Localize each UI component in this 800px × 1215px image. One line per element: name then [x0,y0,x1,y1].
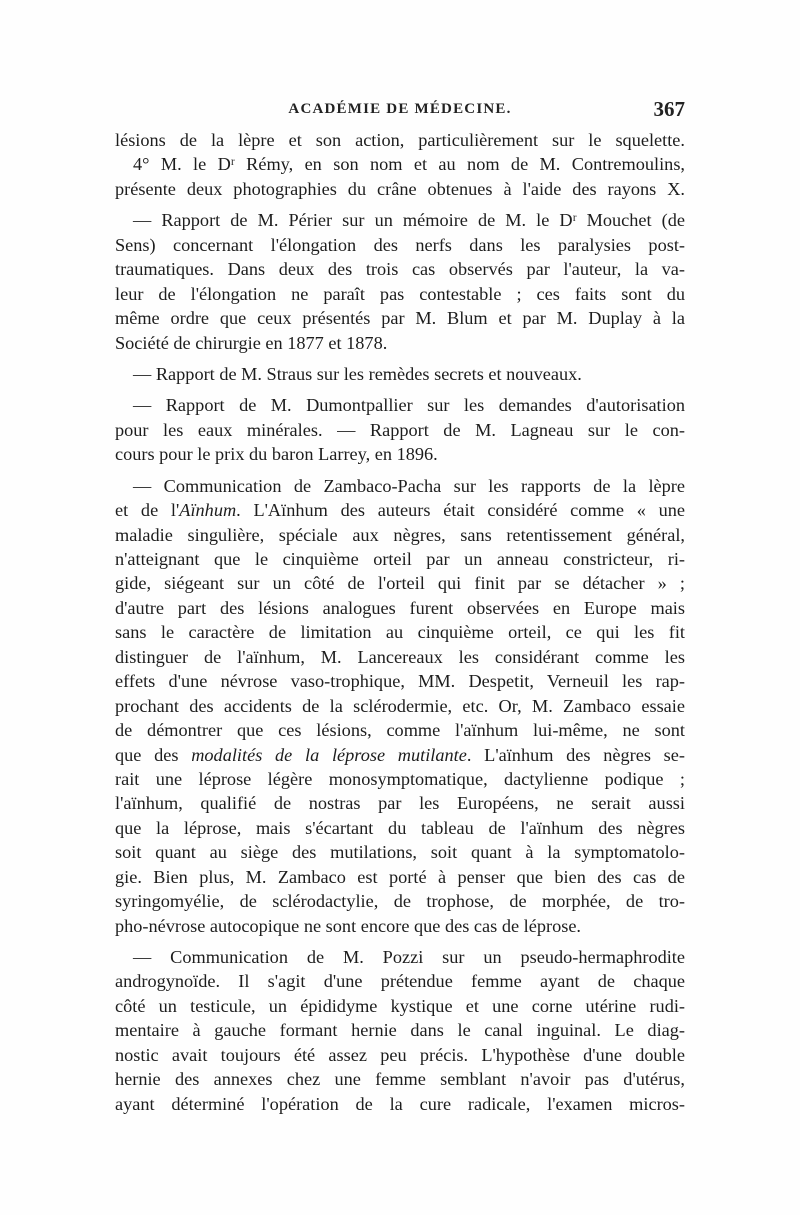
text-line: effets d'une névrose vaso-trophique, MM. Despetit, Verneuil les rap- [115,671,685,692]
text-line: — Rapport de M. Périer sur un mémoire de M. le Dʳ Mouchet (de [133,210,685,231]
text-line: traumatiques. Dans deux des trois cas observés par l'auteur, la va- [115,259,685,280]
paragraph [115,393,685,466]
paragraph [115,362,685,386]
text-line: que la léprose, mais s'écartant du tableau de l'aïnhum des nègres [115,817,685,838]
body-text [115,128,685,1116]
text-line: même ordre que ceux présentés par M. Blum et par M. Duplay à la [115,308,685,329]
text-line: l'aïnhum, qualifié de nostras par les Européens, ne serait aussi [115,793,685,814]
text-line: hernie des annexes chez une femme semblant n'avoir pas d'utérus, [115,1069,685,1090]
italic-term: modalités de la léprose mutilante [191,744,467,765]
running-head [115,97,685,127]
text-line: et de l'Aïnhum. L'Aïnhum des auteurs était considéré comme « une [115,500,685,521]
italic-term: Aïnhum [179,500,237,521]
text-line: gide, siégeant sur un côté de l'orteil qui finit par se détacher » ; [115,573,685,594]
text-line: — Communication de M. Pozzi sur un pseudo-hermaphrodite [133,947,685,967]
text-line: Société de chirurgie en 1877 et 1878. [115,332,388,353]
text-line: pour les eaux minérales. — Rapport de M. Lagneau sur le con- [115,419,685,440]
text-line: — Rapport de M. Straus sur les remèdes secrets et nouveaux. [133,363,582,384]
text-line: lésions de la lèpre et son action, particulièrement sur le squelette. [115,130,685,150]
text-line: syringomyélie, de sclérodactylie, de trophose, de morphée, de tro- [115,891,685,912]
text-line: de démontrer que ces lésions, comme l'aïnhum lui-même, ne sont [115,720,685,741]
text-line: distinguer de l'aïnhum, M. Lancereaux les considérant comme les [115,646,685,667]
running-title: ACADÉMIE DE MÉDECINE. [288,101,512,117]
text-line: Sens) concernant l'élongation des nerfs dans les paralysies post- [115,234,685,255]
text-line: côté un testicule, un épididyme kystique et une corne utérine rudi- [115,995,685,1016]
text-line: que des modalités de la léprose mutilante. L'aïnhum des nègres se- [115,744,686,765]
text-line: cours pour le prix du baron Larrey, en 1896. [115,444,438,465]
text-line: mentaire à gauche formant hernie dans le canal inguinal. Le diag- [115,1020,685,1041]
text-line: sans le caractère de limitation au cinquième orteil, ce qui les fit [115,622,685,643]
paragraph [115,208,685,355]
paragraph [115,474,685,938]
text-line: androgynoïde. Il s'agit d'une prétendue femme ayant de chaque [115,971,685,992]
paragraph [115,128,685,201]
text-line: nostic avait toujours été assez peu précis. L'hypothèse d'une double [115,1044,685,1065]
text-line: rait une léprose légère monosymptomatique, dactylienne podique ; [115,768,685,789]
page-number: 367 [653,97,685,121]
text-line: gie. Bien plus, M. Zambaco est porté à penser que bien des cas de [115,866,685,887]
text-line: 4° M. le Dʳ Rémy, en son nom et au nom de M. Contremoulins, [133,154,685,175]
text-line: — Rapport de M. Dumontpallier sur les demandes d'autorisation [133,395,685,416]
paragraph [115,945,685,1116]
text-line: prochant des accidents de la sclérodermie, etc. Or, M. Zambaco essaie [115,695,685,716]
text-line: n'atteignant que le cinquième orteil par un anneau constricteur, ri- [115,549,685,569]
text-line: ayant déterminé l'opération de la cure radicale, l'examen micros- [115,1093,685,1114]
text-line: soit quant au siège des mutilations, soit quant à la symptomatolo- [115,842,685,863]
text-line: leur de l'élongation ne paraît pas contestable ; ces faits sont du [115,283,685,304]
text-line: maladie singulière, spéciale aux nègres, sans retentissement général, [115,524,685,545]
text-line: — Communication de Zambaco-Pacha sur les rapports de la lèpre [133,475,685,496]
text-line: pho-névrose autocopique ne sont encore que des cas de léprose. [115,915,582,936]
text-line: présente deux photographies du crâne obtenues à l'aide des rayons X. [115,178,685,199]
text-line: d'autre part des lésions analogues furent observées en Europe mais [115,597,685,618]
